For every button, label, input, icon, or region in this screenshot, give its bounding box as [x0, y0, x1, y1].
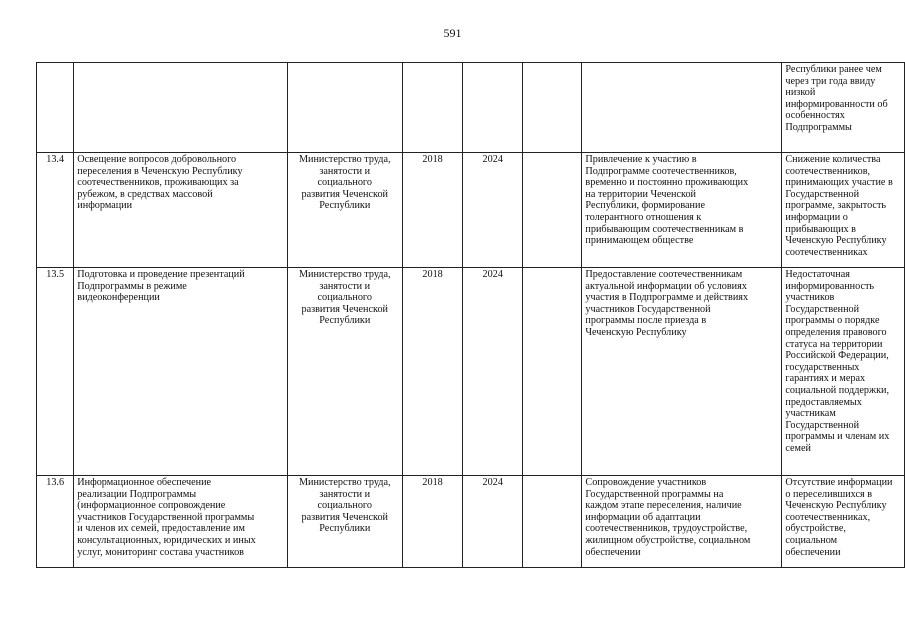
- table-row: [37, 63, 905, 153]
- responsible-org-cell: [287, 63, 402, 153]
- expected-result-cell: Предоставление соотечественникам актуальной информации об условиях участия в Подпрограмме и действиях участников Государственной программы после приезда в Чеченскую Республику: [582, 268, 782, 476]
- start-year-cell: 2018: [402, 268, 462, 476]
- row-number-cell: 13.4: [37, 153, 74, 268]
- responsible-org-cell: Министерство труда, занятости и социального развития Чеченской Республики: [287, 268, 402, 476]
- risk-cell: Недостаточная информированность участников Государственной программы о порядке определения правового статуса на территории Российской Федерации, государственных гарантиях и мерах социальной поддержки, предоставляемых участникам Государственной программы и членам их семей: [782, 268, 905, 476]
- responsible-org-cell: Министерство труда, занятости и социального развития Чеченской Республики: [287, 476, 402, 568]
- start-year-cell: [402, 63, 462, 153]
- page-number: 591: [443, 26, 462, 40]
- risk-cell: Снижение количества соотечественников, принимающих участие в Государственной программе, закрытость информации о прибывающих в Чеченскую Республику соотечественниках: [782, 153, 905, 268]
- row-number-cell: [37, 63, 74, 153]
- risk-cell: Отсутствие информации о переселившихся в Чеченскую Республику соотечественниках, обустройстве, социальном обеспечении: [782, 476, 905, 568]
- end-year-cell: 2024: [463, 268, 523, 476]
- expected-result-cell: [582, 63, 782, 153]
- measure-name-cell: Освещение вопросов добровольного переселения в Чеченскую Республику соотечественников, проживающих за рубежом, в средствах массовой информации: [74, 153, 287, 268]
- end-year-cell: 2024: [463, 476, 523, 568]
- measure-name-cell: Информационное обеспечение реализации Подпрограммы (информационное сопровождение участников Государственной программы и членов их семей, предоставление им консультационных, юридических и иных услуг, мониторинг состава участников: [74, 476, 287, 568]
- empty-cell: [523, 476, 582, 568]
- empty-cell: [523, 153, 582, 268]
- risk-cell: Республики ранее чем через три года ввиду низкой информированности об особенностях Подпрограммы: [782, 63, 905, 153]
- empty-cell: [523, 63, 582, 153]
- expected-result-cell: Привлечение к участию в Подпрограмме соотечественников, временно и постоянно проживающих на территории Чеченской Республики, формирование толерантного отношения к прибывающим соотечественникам в принимающем обществе: [582, 153, 782, 268]
- table-row: [37, 476, 905, 568]
- measure-name-cell: Подготовка и проведение презентаций Подпрограммы в режиме видеоконференции: [74, 268, 287, 476]
- start-year-cell: 2018: [402, 153, 462, 268]
- end-year-cell: [463, 63, 523, 153]
- start-year-cell: 2018: [402, 476, 462, 568]
- table-row: [37, 268, 905, 476]
- expected-result-cell: Сопровождение участников Государственной программы на каждом этапе переселения, наличие информации об адаптации соотечественников, трудоустройстве, жилищном обустройстве, социальном обеспечении: [582, 476, 782, 568]
- measure-name-cell: [74, 63, 287, 153]
- empty-cell: [523, 268, 582, 476]
- row-number-cell: 13.6: [37, 476, 74, 568]
- end-year-cell: 2024: [463, 153, 523, 268]
- table-row: [37, 153, 905, 268]
- row-number-cell: 13.5: [37, 268, 74, 476]
- responsible-org-cell: Министерство труда, занятости и социального развития Чеченской Республики: [287, 153, 402, 268]
- measures-table: [36, 62, 905, 568]
